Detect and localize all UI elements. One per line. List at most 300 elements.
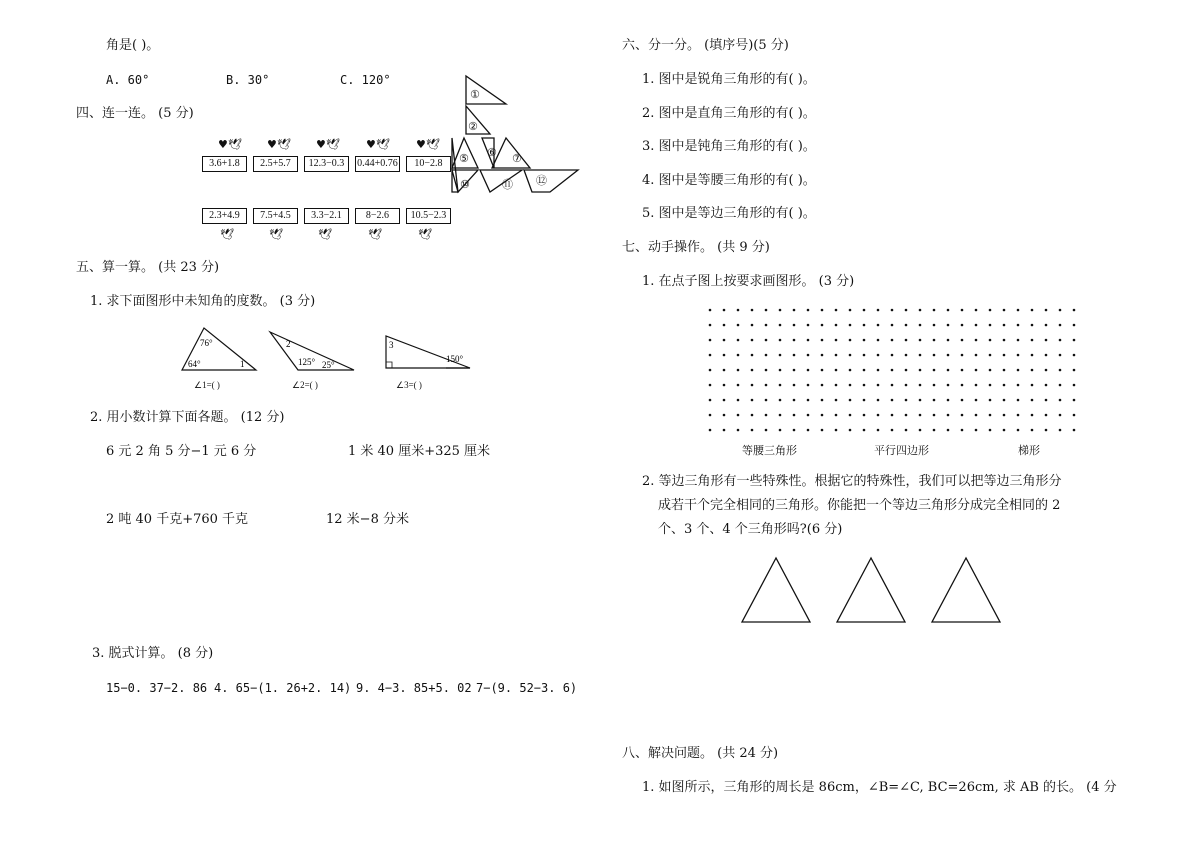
grid-dot: [1017, 309, 1020, 312]
bird-icon: 🕊: [269, 228, 283, 241]
section-8-title: 八、解决问题。 (共 24 分): [622, 746, 779, 761]
grid-dot: [891, 354, 894, 357]
dot-label-isosceles: 等腰三角形: [742, 444, 797, 457]
grid-dot: [709, 384, 712, 387]
grid-dot: [1073, 399, 1076, 402]
grid-dot: [821, 354, 824, 357]
grid-dot: [877, 354, 880, 357]
section-4-title: 四、连一连。 (5 分): [76, 106, 194, 121]
grid-dot: [709, 309, 712, 312]
grid-dot: [807, 399, 810, 402]
grid-dot: [989, 414, 992, 417]
question-5-1: 1. 求下面图形中未知角的度数。 (3 分): [90, 294, 316, 309]
grid-dot: [905, 429, 908, 432]
bird-icon: 🕊: [220, 228, 234, 241]
bird-icon: ♥🕊: [366, 138, 390, 151]
grid-dot: [933, 354, 936, 357]
grid-dot: [1031, 399, 1034, 402]
angle-1-caption: ∠1=( ): [194, 380, 220, 390]
grid-dot: [849, 429, 852, 432]
grid-dot: [751, 354, 754, 357]
grid-dot: [891, 339, 894, 342]
grid-dot: [793, 354, 796, 357]
grid-dot: [1045, 399, 1048, 402]
question-7-1: 1. 在点子图上按要求画图形。 (3 分): [642, 274, 855, 289]
angle-label: 3: [389, 340, 394, 350]
section-7-title: 七、动手操作。 (共 9 分): [622, 240, 770, 255]
grid-dot: [1073, 414, 1076, 417]
angle-label: 150°: [446, 354, 464, 364]
grid-dot: [1045, 324, 1048, 327]
grid-dot: [891, 324, 894, 327]
grid-dot: [1045, 354, 1048, 357]
grid-dot: [975, 309, 978, 312]
shape-number: ①: [470, 88, 480, 101]
grid-dot: [919, 399, 922, 402]
grid-dot: [961, 384, 964, 387]
grid-dot: [849, 339, 852, 342]
grid-dot: [947, 354, 950, 357]
angle-question-tail: 角是( )。: [106, 38, 160, 53]
grid-dot: [835, 384, 838, 387]
grid-dot: [1003, 339, 1006, 342]
grid-dot: [793, 429, 796, 432]
grid-dot: [1031, 414, 1034, 417]
grid-dot: [751, 384, 754, 387]
grid-dot: [835, 429, 838, 432]
grid-dot: [905, 384, 908, 387]
angle-2-caption: ∠2=( ): [292, 380, 318, 390]
grid-dot: [765, 429, 768, 432]
grid-dot: [1017, 414, 1020, 417]
grid-dot: [989, 384, 992, 387]
grid-dot: [737, 399, 740, 402]
angle-label: 1: [240, 359, 245, 369]
grid-dot: [793, 414, 796, 417]
grid-dot: [793, 384, 796, 387]
grid-dot: [1017, 324, 1020, 327]
grid-dot: [821, 399, 824, 402]
grid-dot: [1031, 384, 1034, 387]
expression-box[interactable]: 0.44+0.76: [355, 156, 400, 172]
grid-dot: [821, 369, 824, 372]
expression-item: 9. 4−3. 85+5. 02: [356, 681, 472, 695]
expression-box[interactable]: 10−2.8: [406, 156, 451, 172]
question-7-2-line1: 2. 等边三角形有一些特殊性。根据它的特殊性，我们可以把等边三角形分: [642, 474, 1062, 489]
grid-dot: [849, 354, 852, 357]
shape-number: ⑥: [487, 146, 497, 159]
grid-dot: [863, 384, 866, 387]
grid-dot: [1031, 339, 1034, 342]
grid-dot: [877, 414, 880, 417]
grid-dot: [751, 369, 754, 372]
grid-dot: [751, 324, 754, 327]
grid-dot: [751, 399, 754, 402]
option-a: A. 60°: [106, 73, 150, 87]
grid-dot: [863, 414, 866, 417]
grid-dot: [947, 309, 950, 312]
grid-dot: [751, 339, 754, 342]
expression-item: 7−(9. 52−3. 6): [476, 681, 578, 695]
grid-dot: [1045, 429, 1048, 432]
grid-dot: [905, 399, 908, 402]
grid-dot: [821, 429, 824, 432]
question-5-2: 2. 用小数计算下面各题。 (12 分): [90, 410, 285, 425]
grid-dot: [765, 324, 768, 327]
grid-dot: [723, 414, 726, 417]
grid-dot: [751, 429, 754, 432]
angle-label: 2: [286, 339, 291, 349]
shape-number: ⑩: [460, 178, 470, 191]
grid-dot: [1073, 339, 1076, 342]
grid-dot: [989, 324, 992, 327]
grid-dot: [835, 414, 838, 417]
equilateral-triangle: [932, 558, 1000, 622]
grid-dot: [737, 339, 740, 342]
grid-dot: [961, 399, 964, 402]
grid-dot: [989, 309, 992, 312]
section-5-title: 五、算一算。 (共 23 分): [76, 260, 220, 275]
grid-dot: [807, 384, 810, 387]
grid-dot: [709, 324, 712, 327]
grid-dot: [891, 309, 894, 312]
grid-dot: [1003, 414, 1006, 417]
bird-icon: ♥🕊: [416, 138, 440, 151]
grid-dot: [807, 339, 810, 342]
expression-box[interactable]: 3.6+1.8: [202, 156, 247, 172]
grid-dot: [1073, 429, 1076, 432]
grid-dot: [905, 414, 908, 417]
expression-box[interactable]: 2.3+4.9: [202, 208, 247, 224]
grid-dot: [765, 339, 768, 342]
bird-icon: 🕊: [318, 228, 332, 241]
bird-icon: 🕊: [418, 228, 432, 241]
grid-dot: [877, 399, 880, 402]
grid-dot: [933, 399, 936, 402]
grid-dot: [835, 309, 838, 312]
grid-dot: [1059, 309, 1062, 312]
dot-grid[interactable]: [706, 306, 1086, 436]
grid-dot: [1059, 384, 1062, 387]
grid-dot: [835, 354, 838, 357]
grid-dot: [961, 414, 964, 417]
grid-dot: [821, 324, 824, 327]
grid-dot: [1045, 384, 1048, 387]
grid-dot: [961, 324, 964, 327]
grid-dot: [849, 414, 852, 417]
grid-dot: [821, 309, 824, 312]
section-6-title: 六、分一分。 (填序号)(5 分): [622, 38, 789, 53]
grid-dot: [1017, 429, 1020, 432]
grid-dot: [709, 429, 712, 432]
grid-dot: [877, 429, 880, 432]
section-6-item: 2. 图中是直角三角形的有( )。: [642, 106, 816, 121]
grid-dot: [709, 339, 712, 342]
grid-dot: [1031, 369, 1034, 372]
question-7-2-line2: 成若干个完全相同的三角形。你能把一个等边三角形分成完全相同的 2: [658, 498, 1061, 513]
grid-dot: [961, 369, 964, 372]
grid-dot: [723, 384, 726, 387]
expression-box[interactable]: 8−2.6: [355, 208, 400, 224]
grid-dot: [835, 339, 838, 342]
grid-dot: [1031, 324, 1034, 327]
grid-dot: [877, 309, 880, 312]
grid-dot: [793, 369, 796, 372]
grid-dot: [1059, 429, 1062, 432]
expression-box[interactable]: 2.5+5.7: [253, 156, 298, 172]
grid-dot: [905, 354, 908, 357]
grid-dot: [1003, 309, 1006, 312]
grid-dot: [1059, 414, 1062, 417]
question-5-3: 3. 脱式计算。 (8 分): [92, 646, 214, 661]
grid-dot: [975, 354, 978, 357]
grid-dot: [765, 309, 768, 312]
grid-dot: [723, 399, 726, 402]
calc-item: 12 米−8 分米: [326, 512, 409, 527]
grid-dot: [765, 354, 768, 357]
expression-item: 4. 65−(1. 26+2. 14): [214, 681, 352, 695]
grid-dot: [989, 354, 992, 357]
grid-dot: [779, 354, 782, 357]
grid-dot: [947, 429, 950, 432]
grid-dot: [933, 429, 936, 432]
grid-dot: [723, 339, 726, 342]
grid-dot: [807, 309, 810, 312]
grid-dot: [905, 369, 908, 372]
top-expression-row: [202, 156, 451, 172]
grid-dot: [877, 324, 880, 327]
grid-dot: [947, 399, 950, 402]
grid-dot: [1003, 429, 1006, 432]
grid-dot: [1003, 384, 1006, 387]
grid-dot: [891, 429, 894, 432]
bottom-expression-row: [202, 208, 451, 224]
grid-dot: [905, 309, 908, 312]
grid-dot: [807, 324, 810, 327]
grid-dot: [1073, 384, 1076, 387]
triangle-set-figure: [450, 72, 590, 202]
section-6-item: 5. 图中是等边三角形的有( )。: [642, 206, 816, 221]
grid-dot: [961, 309, 964, 312]
calc-item: 6 元 2 角 5 分−1 元 6 分: [106, 444, 257, 459]
shape-number: ⑤: [459, 152, 469, 165]
grid-dot: [737, 369, 740, 372]
grid-dot: [1003, 369, 1006, 372]
grid-dot: [709, 414, 712, 417]
dot-label-parallelogram: 平行四边形: [874, 444, 929, 457]
angle-label: 125°: [298, 357, 316, 367]
grid-dot: [1059, 354, 1062, 357]
grid-dot: [905, 324, 908, 327]
grid-dot: [779, 384, 782, 387]
shape-number: ②: [468, 120, 478, 133]
section-6-item: 4. 图中是等腰三角形的有( )。: [642, 173, 816, 188]
equilateral-triangle: [742, 558, 810, 622]
grid-dot: [1017, 354, 1020, 357]
grid-dot: [821, 339, 824, 342]
grid-dot: [1031, 309, 1034, 312]
grid-dot: [891, 384, 894, 387]
grid-dot: [849, 369, 852, 372]
angle-label: 64°: [188, 359, 201, 369]
grid-dot: [975, 414, 978, 417]
grid-dot: [1059, 339, 1062, 342]
grid-dot: [905, 339, 908, 342]
angle-label: 76°: [200, 338, 213, 348]
grid-dot: [947, 384, 950, 387]
grid-dot: [1017, 369, 1020, 372]
grid-dot: [919, 429, 922, 432]
grid-dot: [891, 369, 894, 372]
expression-box[interactable]: 7.5+4.5: [253, 208, 298, 224]
grid-dot: [919, 324, 922, 327]
grid-dot: [989, 339, 992, 342]
expression-box[interactable]: 3.3−2.1: [304, 208, 349, 224]
grid-dot: [975, 399, 978, 402]
grid-dot: [779, 399, 782, 402]
grid-dot: [947, 414, 950, 417]
grid-dot: [723, 429, 726, 432]
grid-dot: [1059, 369, 1062, 372]
expression-box[interactable]: 10.5−2.3: [406, 208, 451, 224]
grid-dot: [877, 339, 880, 342]
grid-dot: [975, 369, 978, 372]
grid-dot: [1045, 369, 1048, 372]
question-8-1: 1. 如图所示，三角形的周长是 86cm，∠B=∠C, BC=26cm, 求 AB 的长。 (4 分: [642, 780, 1117, 795]
grid-dot: [975, 429, 978, 432]
shape-number: ⑫: [536, 174, 547, 187]
expression-item: 15−0. 37−2. 86: [106, 681, 208, 695]
grid-dot: [751, 414, 754, 417]
grid-dot: [779, 339, 782, 342]
grid-dot: [961, 354, 964, 357]
grid-dot: [1073, 309, 1076, 312]
grid-dot: [863, 369, 866, 372]
grid-dot: [933, 324, 936, 327]
grid-dot: [933, 369, 936, 372]
grid-dot: [737, 384, 740, 387]
grid-dot: [1003, 354, 1006, 357]
shape-number: ⑪: [502, 178, 513, 191]
grid-dot: [765, 414, 768, 417]
grid-dot: [947, 339, 950, 342]
grid-dot: [919, 369, 922, 372]
grid-dot: [737, 324, 740, 327]
grid-dot: [1073, 324, 1076, 327]
grid-dot: [779, 324, 782, 327]
grid-dot: [1017, 339, 1020, 342]
grid-dot: [723, 324, 726, 327]
grid-dot: [835, 399, 838, 402]
bird-icon: ♥🕊: [218, 138, 242, 151]
grid-dot: [765, 399, 768, 402]
question-7-2-line3: 个、3 个、4 个三角形吗?(6 分): [658, 522, 843, 537]
grid-dot: [1017, 399, 1020, 402]
grid-dot: [891, 414, 894, 417]
grid-dot: [723, 369, 726, 372]
grid-dot: [793, 324, 796, 327]
grid-dot: [933, 384, 936, 387]
grid-dot: [961, 429, 964, 432]
grid-dot: [989, 399, 992, 402]
bird-icon: 🕊: [368, 228, 382, 241]
grid-dot: [947, 369, 950, 372]
grid-dot: [919, 309, 922, 312]
grid-dot: [849, 399, 852, 402]
grid-dot: [779, 414, 782, 417]
dot-label-trapezoid: 梯形: [1018, 444, 1040, 457]
grid-dot: [737, 414, 740, 417]
grid-dot: [947, 324, 950, 327]
section-6-item: 3. 图中是钝角三角形的有( )。: [642, 139, 816, 154]
equilateral-triangles[interactable]: [740, 556, 1020, 626]
grid-dot: [1045, 414, 1048, 417]
grid-dot: [709, 399, 712, 402]
grid-dot: [1003, 324, 1006, 327]
grid-dot: [863, 324, 866, 327]
grid-dot: [919, 339, 922, 342]
triangle-angle-3: [384, 334, 474, 374]
calc-item: 1 米 40 厘米+325 厘米: [348, 444, 491, 459]
section-6-item: 1. 图中是锐角三角形的有( )。: [642, 72, 816, 87]
shape-number: ⑦: [512, 152, 522, 165]
grid-dot: [975, 339, 978, 342]
grid-dot: [989, 369, 992, 372]
option-c: C. 120°: [340, 73, 391, 87]
grid-dot: [933, 339, 936, 342]
grid-dot: [807, 414, 810, 417]
grid-dot: [863, 429, 866, 432]
grid-dot: [1031, 429, 1034, 432]
grid-dot: [863, 399, 866, 402]
grid-dot: [737, 354, 740, 357]
grid-dot: [863, 309, 866, 312]
grid-dot: [807, 354, 810, 357]
grid-dot: [849, 324, 852, 327]
grid-dot: [891, 399, 894, 402]
grid-dot: [723, 354, 726, 357]
grid-dot: [849, 384, 852, 387]
equilateral-triangle: [837, 558, 905, 622]
grid-dot: [737, 429, 740, 432]
grid-dot: [961, 339, 964, 342]
grid-dot: [779, 429, 782, 432]
grid-dot: [779, 369, 782, 372]
grid-dot: [919, 384, 922, 387]
grid-dot: [877, 384, 880, 387]
grid-dot: [877, 369, 880, 372]
grid-dot: [835, 324, 838, 327]
grid-dot: [751, 309, 754, 312]
grid-dot: [821, 384, 824, 387]
grid-dot: [723, 309, 726, 312]
grid-dot: [863, 354, 866, 357]
grid-dot: [765, 384, 768, 387]
grid-dot: [1017, 384, 1020, 387]
grid-dot: [933, 309, 936, 312]
triangle-angle-2: [268, 330, 358, 380]
option-b: B. 30°: [226, 73, 270, 87]
grid-dot: [919, 354, 922, 357]
grid-dot: [863, 339, 866, 342]
grid-dot: [1031, 354, 1034, 357]
bird-icon: ♥🕊: [316, 138, 340, 151]
grid-dot: [807, 429, 810, 432]
expression-box[interactable]: 12.3−0.3: [304, 156, 349, 172]
grid-dot: [1073, 354, 1076, 357]
grid-dot: [793, 309, 796, 312]
grid-dot: [933, 414, 936, 417]
